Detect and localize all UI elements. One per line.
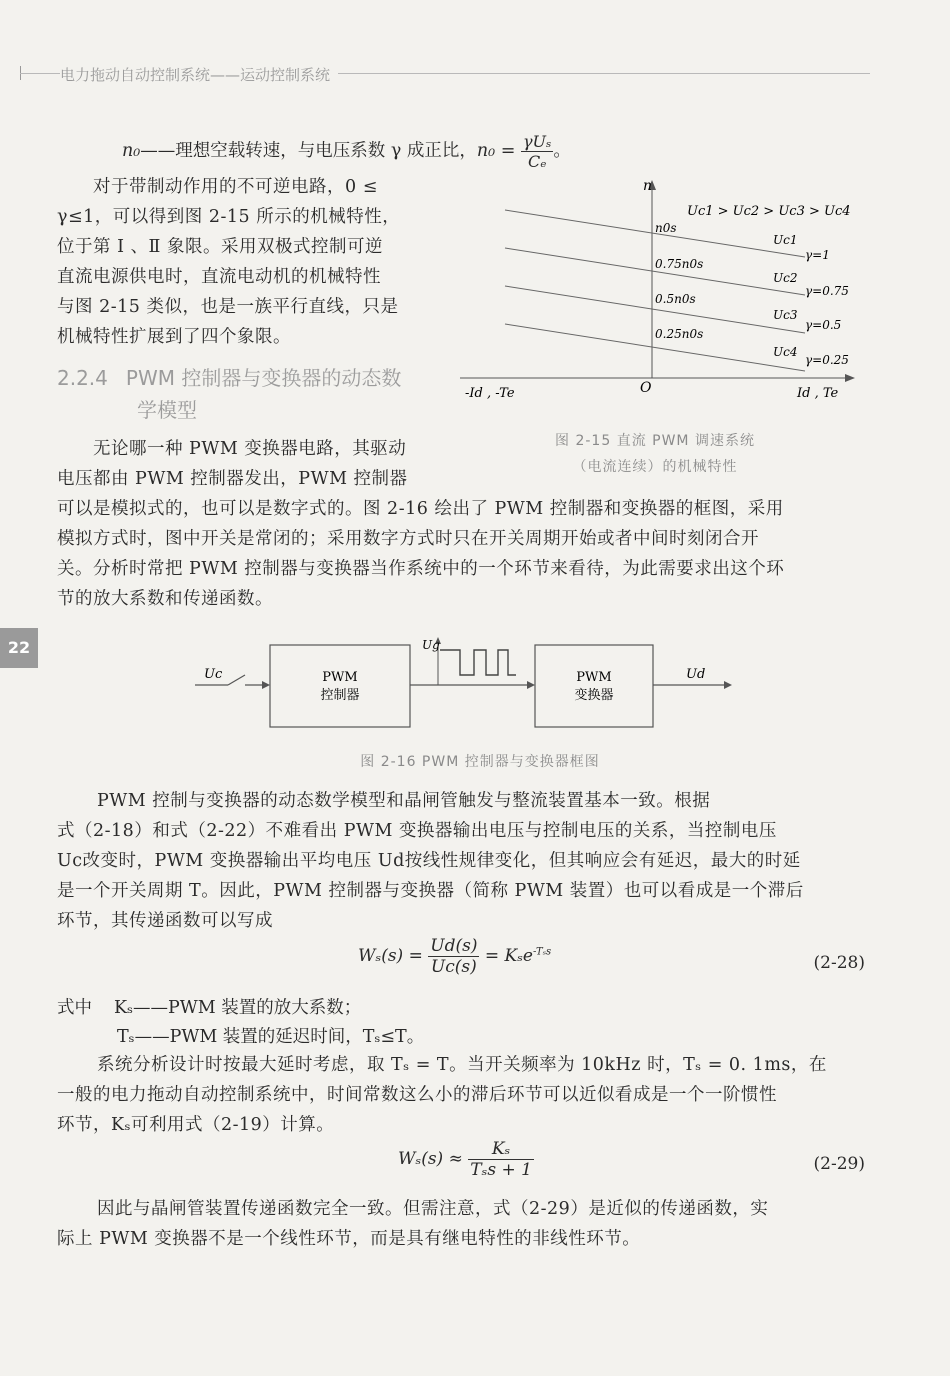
equation-2-29: [398, 1139, 534, 1180]
input-label: Uc: [204, 667, 223, 682]
text-line: Uc改变时，PWM 变换器输出平均电压 Ud按线性规律变化，但其响应会有延迟，最大的时延: [57, 851, 801, 871]
gamma-label-2: γ=0.75: [805, 284, 849, 298]
y-axis-label: n: [643, 178, 653, 194]
figure-2-15-mechanical-characteristics: [455, 170, 875, 415]
eq28-exponent: -Tₛs: [533, 946, 552, 958]
level-label-4: 0.25n0s: [655, 327, 704, 341]
eq28-denominator: Uc(s): [430, 957, 477, 977]
gamma-label-4: γ=0.25: [805, 353, 849, 367]
level-label-1: n0s: [655, 221, 677, 235]
x-positive-label: Id , Te: [797, 386, 839, 401]
figure-2-16-caption: 图 2-16 PWM 控制器与变换器框图: [360, 754, 600, 770]
switch-icon: [228, 675, 245, 685]
text-line: 与图 2-15 类似，也是一族平行直线，只是: [57, 297, 399, 317]
eq28-rhs: = Kₛe: [484, 946, 533, 966]
voltage-label-1: Uc1: [773, 233, 798, 247]
equation-2-28: [358, 936, 551, 977]
figure-2-16-block-diagram: [190, 635, 750, 735]
block1-label-line1: PWM: [322, 670, 358, 685]
ts-definition: Tₛ——PWM 装置的延迟时间，Tₛ≤T。: [117, 1027, 425, 1047]
voltage-order-label: Uc1 > Uc2 > Uc3 > Uc4: [687, 204, 851, 219]
paragraph-pwm-intro-narrow: [57, 434, 477, 494]
caption-line: （电流连续）的机械特性: [572, 459, 738, 475]
text-line: 系统分析设计时按最大延时考虑，取 Tₛ = T。当开关频率为 10kHz 时，Tₛ = 0. 1ms，在: [97, 1055, 827, 1075]
definition-prefix: 式中: [57, 998, 92, 1018]
paragraph-dynamic-model: [57, 786, 869, 936]
eq29-lhs: Wₛ(s) ≈: [398, 1149, 463, 1169]
eq29-numerator: Kₛ: [468, 1139, 534, 1160]
block2-label-line1: PWM: [576, 670, 612, 685]
text-line: 环节，其传递函数可以写成: [57, 911, 273, 931]
paragraph-approximation: [57, 1050, 869, 1140]
text-line: 电压都由 PWM 控制器发出，PWM 控制器: [57, 469, 408, 489]
text-line: 节的放大系数和传递函数。: [57, 589, 273, 609]
text-line: γ≤1，可以得到图 2-15 所示的机械特性，: [57, 207, 401, 227]
ks-definition: Kₛ——PWM 装置的放大系数；: [114, 998, 362, 1018]
input-arrow: [262, 681, 270, 689]
paragraph-pwm-intro-wide: [57, 494, 869, 614]
x-axis-arrow: [845, 374, 855, 382]
section-number: 2.2.4: [57, 366, 108, 390]
text-line: 位于第 Ⅰ 、Ⅱ 象限。采用双极式控制可逆: [57, 237, 383, 257]
n0-numerator: γUₛ: [522, 132, 552, 151]
output-arrow: [724, 681, 732, 689]
eq28-numerator: Ud(s): [430, 936, 478, 956]
text-line: 因此与晶闸管装置传递函数完全一致。但需注意，式（2-29）是近似的传递函数，实: [97, 1199, 769, 1219]
text-line: 机械特性扩展到了四个象限。: [57, 327, 291, 347]
running-header: 电力拖动自动控制系统——运动控制系统: [60, 64, 338, 85]
n0-denominator: Cₑ: [527, 152, 547, 171]
gamma-label-3: γ=0.5: [805, 318, 842, 332]
text-line: PWM 控制与变换器的动态数学模型和晶闸管触发与整流装置基本一致。根据: [97, 791, 711, 811]
text-line: 际上 PWM 变换器不是一个线性环节，而是具有继电特性的非线性环节。: [57, 1229, 641, 1249]
output-label: Ud: [686, 667, 706, 682]
section-title-line1: PWM 控制器与变换器的动态数: [125, 366, 402, 390]
equation-number-2-29: (2-29): [813, 1154, 865, 1174]
text-line: 关。分析时常把 PWM 控制器与变换器当作系统中的一个环节来看待，为此需要求出这个环: [57, 559, 785, 579]
n0-text: ——理想空载转速，与电压系数 γ 成正比，: [140, 141, 477, 161]
n0-symbol: n₀: [122, 141, 141, 161]
figure-2-15-caption: [520, 428, 790, 480]
mid-signal-label: Ug: [422, 638, 440, 652]
section-heading: [57, 362, 401, 426]
origin-label: O: [640, 380, 652, 396]
pwm-waveform: [440, 650, 516, 675]
n0-fraction: [521, 132, 553, 171]
n0-tail: 。: [553, 141, 571, 161]
voltage-label-4: Uc4: [773, 345, 798, 359]
block1-label-line2: 控制器: [320, 688, 360, 703]
voltage-label-3: Uc3: [773, 308, 798, 322]
middle-arrow: [527, 681, 535, 689]
block2-label-line2: 变换器: [574, 688, 614, 703]
paragraph-conclusion: [57, 1194, 869, 1254]
eq29-fraction: [468, 1139, 534, 1180]
text-line: 直流电源供电时，直流电动机的机械特性: [57, 267, 381, 287]
voltage-label-2: Uc2: [773, 271, 798, 285]
eq28-fraction: [428, 936, 479, 977]
eq28-lhs: Wₛ(s) =: [358, 946, 423, 966]
page-number: 22: [0, 628, 38, 668]
section-title-line2: 学模型: [137, 398, 197, 422]
gamma-label-1: γ=1: [805, 248, 830, 262]
text-line: 环节，Kₛ可利用式（2-19）计算。: [57, 1115, 335, 1135]
text-line: 是一个开关周期 T。因此，PWM 控制器与变换器（简称 PWM 装置）也可以看成是一个滞后: [57, 881, 804, 901]
text-line: 可以是模拟式的，也可以是数字式的。图 2-16 绘出了 PWM 控制器和变换器的框图，采用: [57, 499, 784, 519]
n0-definition: [122, 132, 571, 171]
level-label-2: 0.75n0s: [655, 257, 704, 271]
equation-number-2-28: (2-28): [813, 953, 865, 973]
definition-ks: [57, 994, 361, 1019]
text-line: 无论哪一种 PWM 变换器电路，其驱动: [93, 439, 407, 459]
eq29-denominator: Tₛs + 1: [470, 1160, 532, 1180]
text-line: 式（2-18）和式（2-22）不难看出 PWM 变换器输出电压与控制电压的关系，当控制电压: [57, 821, 777, 841]
caption-line: 图 2-15 直流 PWM 调速系统: [555, 433, 755, 449]
text-line: 模拟方式时，图中开关是常闭的；采用数字方式时只在开关周期开始或者中间时刻闭合开: [57, 529, 759, 549]
x-negative-label: -Id , -Te: [465, 386, 515, 401]
n0-eq-lhs: n₀ =: [476, 141, 516, 161]
text-line: 一般的电力拖动自动控制系统中，时间常数这么小的滞后环节可以近似看成是一个一阶惯性: [57, 1085, 777, 1105]
pwm-controller-block: [270, 645, 410, 727]
pwm-converter-block: [535, 645, 653, 727]
text-line: 对于带制动作用的不可逆电路，0 ≤: [93, 177, 378, 197]
paragraph-braking: [57, 172, 447, 352]
level-label-3: 0.5n0s: [655, 292, 696, 306]
characteristic-line-2: [505, 248, 805, 295]
